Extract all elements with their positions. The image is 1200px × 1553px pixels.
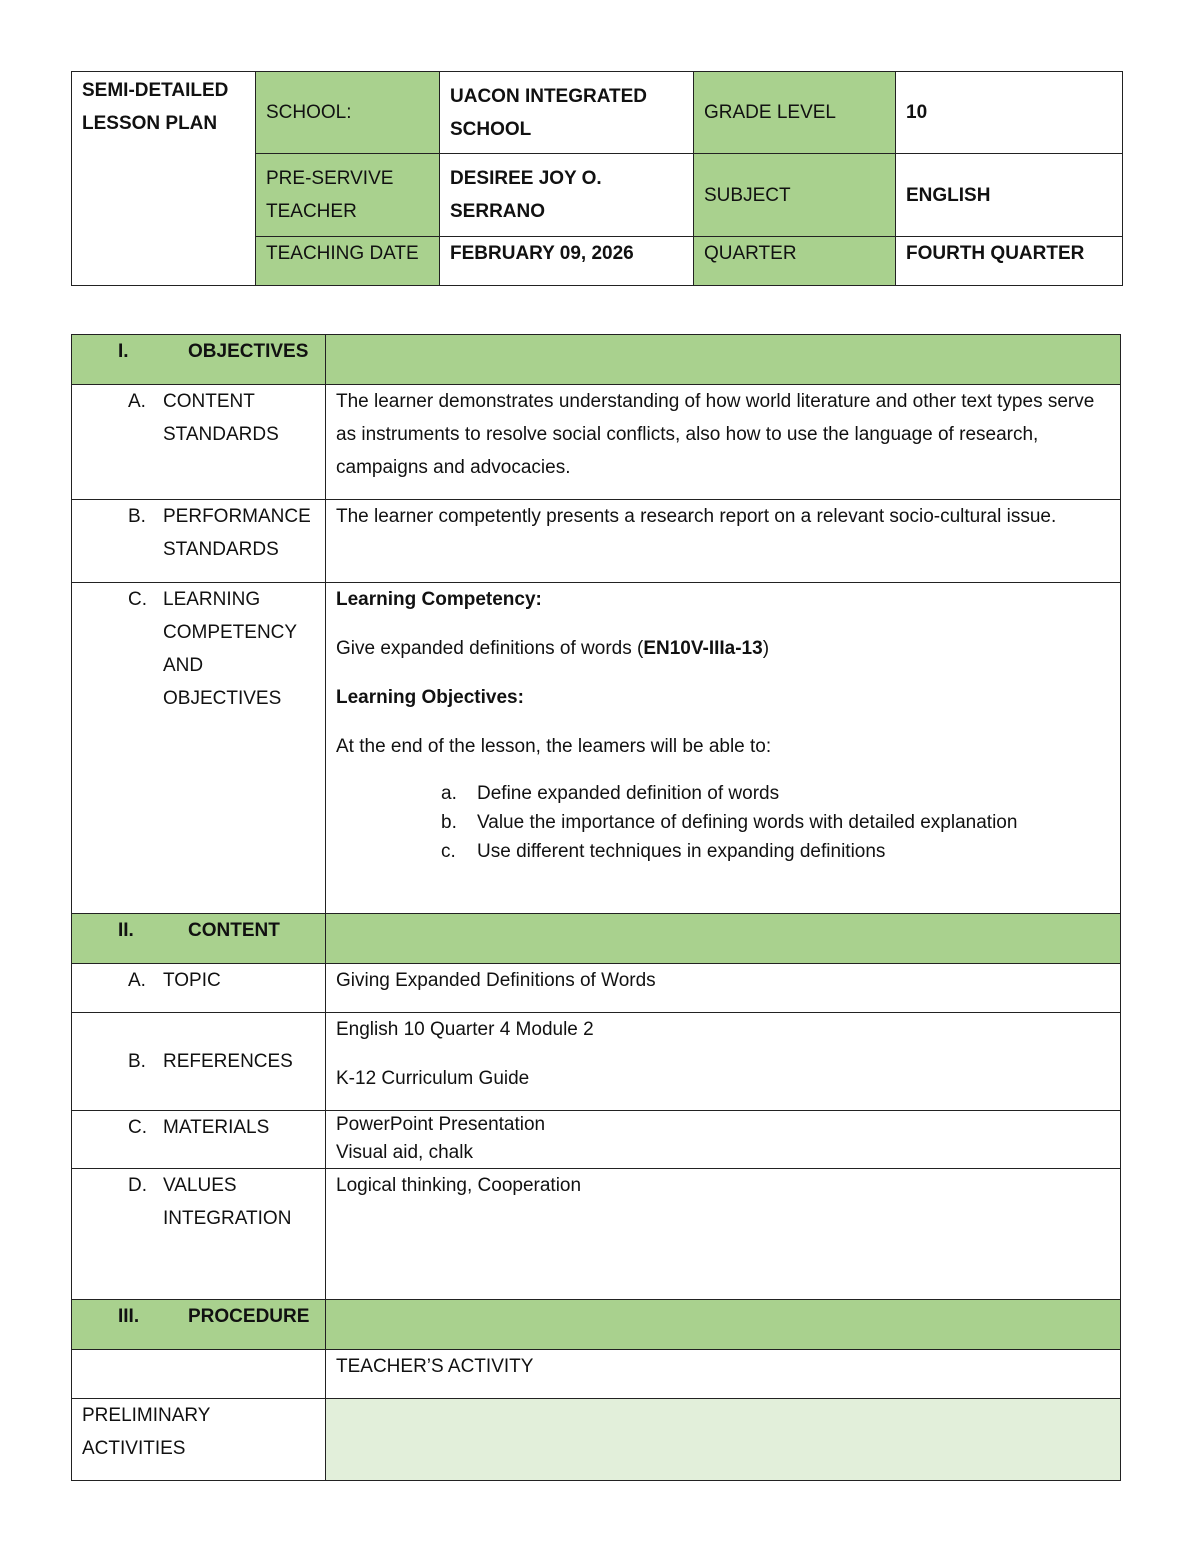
competency-text: Give expanded definitions of words (EN10V-IIIa-13): [336, 638, 770, 659]
values-integration-value: Logical thinking, Cooperation: [326, 1169, 1121, 1300]
school-value: UACON INTEGRATED SCHOOL: [440, 72, 694, 154]
school-label: SCHOOL:: [256, 72, 440, 154]
list-item: a. Define expanded definition of words: [441, 783, 780, 804]
content-heading-blank: [326, 914, 1121, 964]
content-standards-label: A. CONTENT STANDARDS: [72, 385, 326, 500]
values-integration-label: D. VALUES INTEGRATION: [72, 1169, 326, 1300]
preliminary-activities-label: PRELIMINARY ACTIVITIES: [72, 1399, 326, 1481]
objectives-heading-blank: [326, 335, 1121, 385]
performance-standards-label: B. PERFORMANCE STANDARDS: [72, 500, 326, 583]
references-value: [326, 1013, 1121, 1111]
teacher-activity-header: TEACHER’S ACTIVITY: [326, 1350, 1121, 1399]
references-label: B. REFERENCES: [72, 1013, 326, 1111]
preliminary-activities-cell: [326, 1399, 1121, 1481]
lesson-info-table: [71, 71, 1123, 286]
procedure-heading-blank: [326, 1300, 1121, 1350]
objectives-subheading: Learning Objectives:: [336, 687, 524, 708]
lesson-plan-title: SEMI-DETAILED LESSON PLAN: [72, 72, 256, 286]
subject-label: SUBJECT: [694, 154, 896, 237]
competency-heading: Learning Competency:: [336, 589, 542, 610]
quarter-value: FOURTH QUARTER: [896, 237, 1123, 286]
grade-level-value: 10: [896, 72, 1123, 154]
grade-level-label: GRADE LEVEL: [694, 72, 896, 154]
subject-value: ENGLISH: [896, 154, 1123, 237]
list-item: b. Value the importance of defining words with detailed explanation: [441, 812, 1018, 833]
quarter-label: QUARTER: [694, 237, 896, 286]
objectives-list: [336, 779, 1110, 866]
learning-competency-label: C. LEARNING COMPETENCY AND OBJECTIVES: [72, 583, 326, 914]
topic-label: A. TOPIC: [72, 964, 326, 1013]
teaching-date-label: TEACHING DATE: [256, 237, 440, 286]
teacher-value: DESIREE JOY O. SERRANO: [440, 154, 694, 237]
reference-item: K-12 Curriculum Guide: [336, 1068, 530, 1089]
procedure-heading: III. PROCEDURE: [72, 1300, 326, 1350]
lesson-plan-table: [71, 334, 1121, 1481]
objectives-intro: At the end of the lesson, the leamers will be able to:: [336, 736, 772, 757]
material-item: PowerPoint Presentation: [336, 1114, 546, 1135]
performance-standards-text: The learner competently presents a research report on a relevant socio-cultural issue.: [326, 500, 1121, 583]
materials-label: C. MATERIALS: [72, 1111, 326, 1169]
reference-item: English 10 Quarter 4 Module 2: [336, 1019, 594, 1040]
list-item: c. Use different techniques in expanding definitions: [441, 841, 886, 862]
content-heading: II. CONTENT: [72, 914, 326, 964]
teaching-date-value: FEBRUARY 09, 2026: [440, 237, 694, 286]
content-standards-text: The learner demonstrates understanding of how world literature and other text types serve as instruments to resolve social conflicts, also how to use the language of research, campaigns and advocacies.: [326, 385, 1121, 500]
materials-value: [326, 1111, 1121, 1169]
teacher-label: PRE-SERVIVE TEACHER: [256, 154, 440, 237]
objectives-heading: I. OBJECTIVES: [72, 335, 326, 385]
competency-code: EN10V-IIIa-13: [643, 638, 763, 659]
learning-competency-cell: [326, 583, 1121, 914]
procedure-blank-cell: [72, 1350, 326, 1399]
topic-value: Giving Expanded Definitions of Words: [326, 964, 1121, 1013]
material-item: Visual aid, chalk: [336, 1142, 473, 1163]
